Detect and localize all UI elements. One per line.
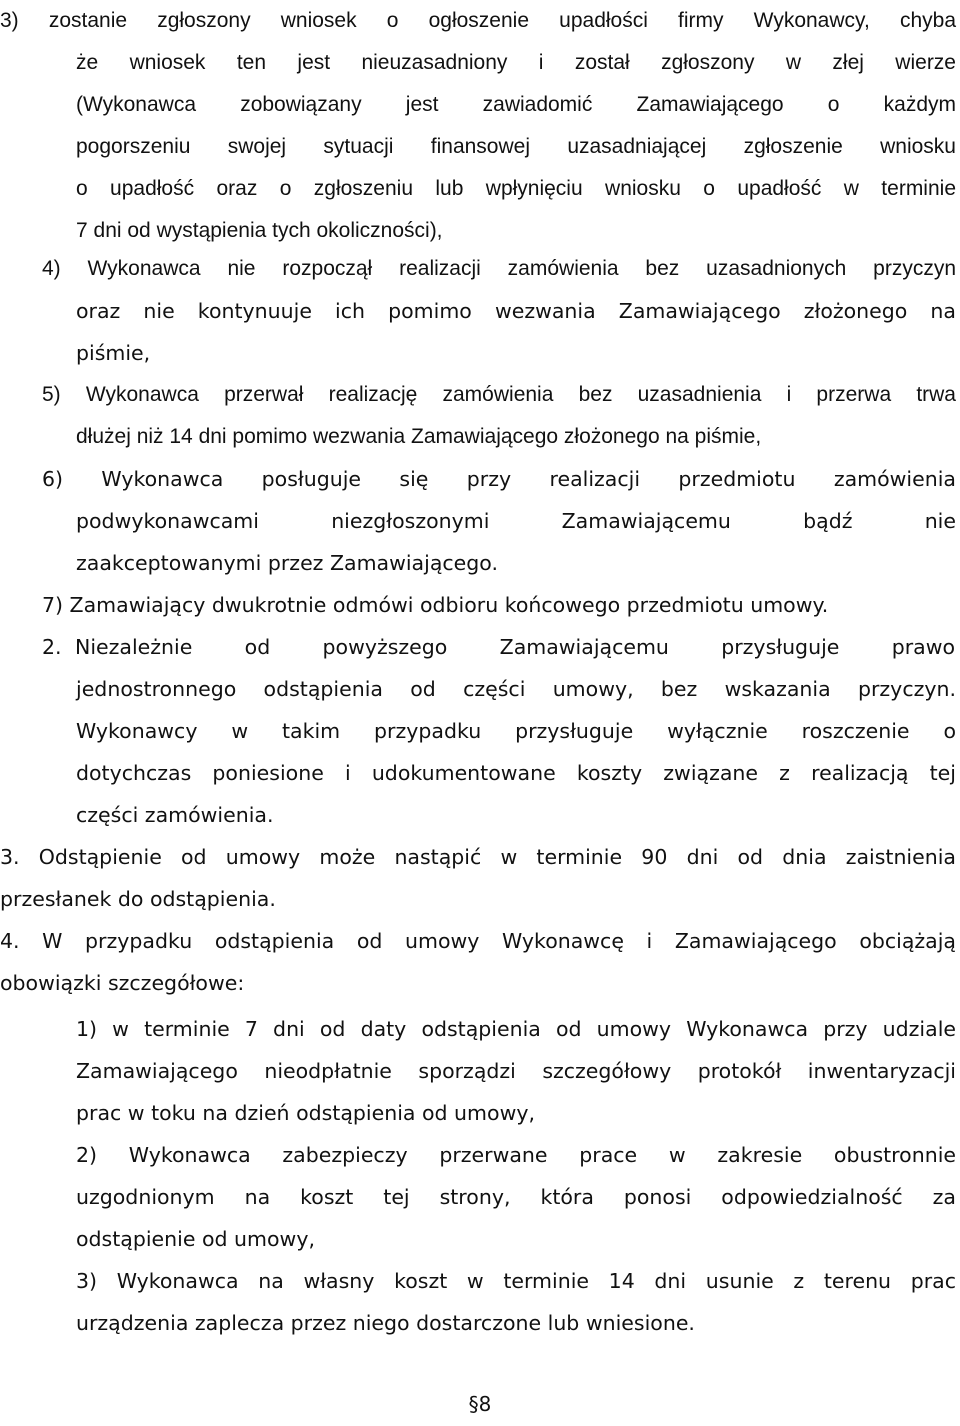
text-line: (Wykonawca zobowiązany jest zawiadomić Zamawiającego o każdym xyxy=(76,93,956,116)
text-line: Zamawiającego nieodpłatnie sporządzi szczegółowy protokół inwentaryzacji xyxy=(76,1059,956,1083)
text-line: Wykonawcy w takim przypadku przysługuje wyłącznie roszczenie o xyxy=(76,719,956,743)
text-line: o upadłość oraz o zgłoszeniu lub wpłynięciu wniosku o upadłość w terminie xyxy=(76,177,956,200)
list-item-7-refusal xyxy=(42,584,956,626)
text-line: urządzenia zaplecza przez niego dostarczone lub wniesione. xyxy=(76,1311,695,1335)
text-line: uzgodnionym na koszt tej strony, która ponosi odpowiedzialność za xyxy=(76,1185,956,1209)
sublist-item-2-secure-works xyxy=(76,1134,956,1260)
section-2 xyxy=(42,626,956,836)
text-line: jednostronnego odstąpienia od części umowy, bez wskazania przyczyn. xyxy=(76,677,956,701)
text-line: piśmie, xyxy=(76,341,151,365)
text-line: 7 dni od wystąpienia tych okoliczności), xyxy=(76,219,443,242)
text-line: 1) w terminie 7 dni od daty odstąpienia od umowy Wykonawca przy udziale xyxy=(76,1017,956,1041)
text-line: 4. W przypadku odstąpienia od umowy Wykonawcę i Zamawiającego obciążają xyxy=(0,929,956,953)
text-line: części zamówienia. xyxy=(76,803,274,827)
text-line: 6) Wykonawca posługuje się przy realizacji przedmiotu zamówienia xyxy=(42,467,956,491)
text-line: 7) Zamawiający dwukrotnie odmówi odbioru końcowego przedmiotu umowy. xyxy=(42,593,829,617)
text-line: 3) zostanie zgłoszony wniosek o ogłoszenie upadłości firmy Wykonawcy, chyba xyxy=(0,9,956,32)
text-line: podwykonawcami niezgłoszonymi Zamawiającemu bądź nie xyxy=(76,509,956,533)
page-footer-paragraph-label: §8 xyxy=(468,1392,492,1416)
section-3 xyxy=(0,836,956,920)
text-line: 3) Wykonawca na własny koszt w terminie 14 dni usunie z terenu prac xyxy=(76,1269,956,1293)
list-item-6-subcontractors xyxy=(42,458,956,584)
text-line: 5) Wykonawca przerwał realizację zamówienia bez uzasadnienia i przerwa trwa xyxy=(42,383,956,406)
text-line xyxy=(42,626,956,668)
text-line: pogorszeniu swojej sytuacji finansowej uzasadniającej zgłoszenie wniosku xyxy=(76,135,956,158)
text-line: oraz nie kontynuuje ich pomimo wezwania Zamawiającego złożonego na xyxy=(76,299,956,323)
list-item-4-not-started xyxy=(42,248,956,374)
sublist-item-1-protocol xyxy=(76,1008,956,1134)
text-line: 3. Odstąpienie od umowy może nastąpić w terminie 90 dni od dnia zaistnienia xyxy=(0,845,956,869)
text-line: 4) Wykonawca nie rozpoczął realizacji zamówienia bez uzasadnionych przyczyn xyxy=(42,257,956,280)
section-4 xyxy=(0,920,956,1004)
sublist-item-3-remove-equipment xyxy=(76,1260,956,1344)
text-line: 2) Wykonawca zabezpieczy przerwane prace w zakresie obustronnie xyxy=(76,1143,956,1167)
text-line: dotychczas poniesione i udokumentowane koszty związane z realizacją tej xyxy=(76,761,956,785)
section-number: 2. xyxy=(42,635,62,659)
text-line: dłużej niż 14 dni pomimo wezwania Zamawiającego złożonego na piśmie, xyxy=(76,425,762,448)
list-item-5-interrupted xyxy=(42,374,956,458)
text-line: obowiązki szczegółowe: xyxy=(0,971,245,995)
text-line: zaakceptowanymi przez Zamawiającego. xyxy=(76,551,498,575)
text-line: prac w toku na dzień odstąpienia od umowy, xyxy=(76,1101,535,1125)
text-line-content: Niezależnie od powyższego Zamawiającemu przysługuje prawo xyxy=(75,635,955,659)
text-line: odstąpienie od umowy, xyxy=(76,1227,315,1251)
text-line: że wniosek ten jest nieuzasadniony i został zgłoszony w złej wierze xyxy=(76,51,956,74)
text-line: przesłanek do odstąpienia. xyxy=(0,887,276,911)
list-item-3-bankruptcy xyxy=(0,0,956,252)
